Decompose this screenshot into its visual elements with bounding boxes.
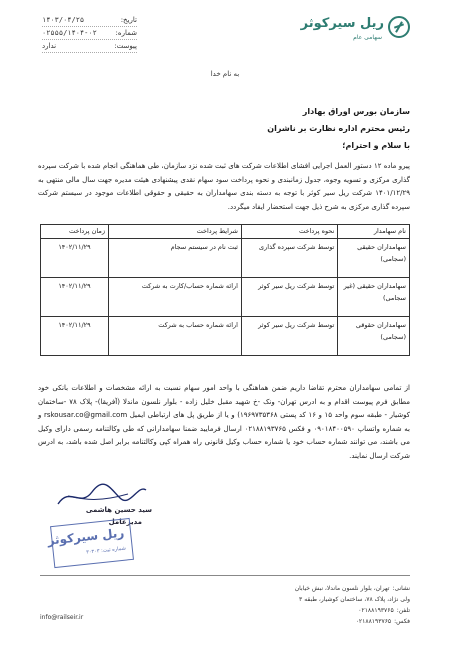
signatory-title: مدیرعامل — [108, 518, 142, 526]
table-row — [41, 317, 410, 356]
header-payment-conditions: شرایط پرداخت — [108, 225, 241, 239]
cell-payment-method: توسط شرکت ریل سیر کوثر — [241, 278, 337, 317]
cell-shareholder: سهامداران حقیقی (غیر سجامی) — [338, 278, 410, 317]
header-payment-method: نحوه پرداخت — [241, 225, 337, 239]
stamp-subtext: شماره ثبت: ۳۰۳۰۳ — [85, 545, 127, 556]
header-payment-date: زمان پرداخت — [41, 225, 109, 239]
address-label: نشانی: — [392, 585, 410, 592]
footer-email[interactable]: info@railseir.ir — [40, 614, 84, 621]
table-row — [41, 278, 410, 317]
number-label: شماره: — [115, 29, 137, 37]
footer-address — [190, 583, 410, 594]
cell-payment-date: ۱۴۰۲/۱۱/۲۹ — [41, 239, 109, 278]
basmala: به نام خدا — [210, 70, 240, 78]
address-line1: تهران، بلوار نلسون ماندلا، نبش خیابان — [294, 585, 390, 592]
company-logo — [290, 14, 410, 50]
phone-label: تلفن: — [396, 607, 410, 614]
cell-payment-date: ۱۴۰۲/۱۱/۲۹ — [41, 317, 109, 356]
logo-mark-icon — [388, 16, 410, 38]
address-line2: ولی نژاد، پلاک ۷۸، ساختمان کوشیار، طبقه ۳ — [299, 596, 410, 603]
closing-paragraph: از تمامی سهامداران محترم تقاضا داریم ضمن هماهنگی با واحد امور سهام نسبت به ارائه مشخصات و اطلاعات بانکی خود مطابق فرم پیوست اقدام و به ادرس تهران- ونک -خ شهید مقبل خلیل زاده - بلوار نلسون ماندلا (آفریقا)- پلاک ۷۸ -ساختمان کوشیار - طبقه سوم واحد ۱۵ و ۱۶ کد پستی ۱۹۶۹۷۳۵۳۶۸) و یا از طریق پل های ارتباطی ایمیل rskousar.co@gmail.com و به شماره واتساپ ۰۹۰۱۸۴۰۰۵۹۰ و فکس ۰۲۱۸۸۱۹۳۷۶۵ ارسال فرمایید ضمنا سهامدارانی که طی وکالتنامه رسمی دارای وکیل می باشند، می توانند شماره حساب خود یا شماره حساب وکیل قانونی راه همراه کپی وکالتنامه برابر اصل شده باشد، به ادرس شرکت ارسال نمایند. — [38, 384, 411, 460]
letter-meta — [42, 14, 137, 53]
table-row — [41, 239, 410, 278]
recipient-title: رئیس محترم اداره نظارت بر ناشران — [267, 124, 410, 133]
cell-payment-method: توسط شرکت سپرده گذاری — [241, 239, 337, 278]
footer-divider — [40, 575, 410, 576]
cell-payment-method: توسط شرکت ریل سیر کوثر — [241, 317, 337, 356]
greeting: با سلام و احترام؛ — [342, 141, 410, 150]
recipient-organization: سازمان بورس اوراق بهادار — [302, 107, 410, 116]
cell-payment-conditions: ثبت نام در سیستم سجام — [108, 239, 241, 278]
footer-fax — [190, 616, 410, 627]
fax-label: فکس: — [394, 618, 410, 625]
cell-shareholder: سهامداران حقیقی (سجامی) — [338, 239, 410, 278]
date-label: تاریخ: — [120, 16, 137, 24]
signature-block — [46, 478, 170, 568]
attachment-value: ندارد — [42, 42, 57, 50]
date-value: ۱۴۰۳/۰۴/۲۵ — [42, 16, 85, 24]
stamp-text: ریل سیرکوثر — [46, 525, 125, 548]
footer-contact — [190, 583, 410, 627]
cell-payment-conditions: ارائه شماره حساب به شرکت — [108, 317, 241, 356]
meta-number — [42, 27, 137, 40]
number-value: ۰۲۵۵۵/۱۴۰۴-۰۲ — [42, 29, 97, 37]
header-shareholder: نام سهامدار — [338, 225, 410, 239]
meta-date — [42, 14, 137, 27]
phone-value: ۰۲۱۸۸۱۹۳۷۶۵ — [358, 607, 394, 614]
logo-subtitle: سهامی عام — [353, 34, 382, 41]
dividend-schedule-table — [40, 224, 410, 356]
table-header-row — [41, 225, 410, 239]
company-stamp — [46, 518, 134, 568]
attachment-label: پیوست: — [114, 42, 137, 50]
recipient-block — [40, 103, 410, 154]
logo-name: ریل سیرکوثر — [300, 16, 384, 31]
cell-shareholder: سهامداران حقوقی (سجامی) — [338, 317, 410, 356]
meta-attachment — [42, 40, 137, 53]
cell-payment-conditions: ارائه شماره حساب/کارت به شرکت — [108, 278, 241, 317]
footer-phone — [190, 605, 410, 616]
cell-payment-date: ۱۴۰۲/۱۱/۲۹ — [41, 278, 109, 317]
fax-value: ۰۲۱۸۸۱۹۳۷۶۵ — [355, 618, 392, 625]
signatory-name: سید حسین هاشمی — [85, 506, 152, 514]
body-paragraph: پیرو ماده ۱۲ دستور العمل اجرایی افشای اطلاعات شرکت های ثبت شده نزد سازمان، طی هماهنگی انجام شده با شرکت سپرده گذاری مرکزی و تسویه وجوه، جدول زمانبندی و نحوه پرداخت سود سهام نقدی پیشنهادی هیئت مدیره جهت سال مالی منتهی به ۱۴۰۱/۱۲/۲۹ شرکت ریل سیر کوثر با توجه به دسته بندی سهامداران به حقیقی و حقوقی اطلاعات موجود در سیستم شرکت سپرده گذاری مرکزی به شرح ذیل جهت استحضار ایفاد میگردد. — [38, 162, 410, 211]
